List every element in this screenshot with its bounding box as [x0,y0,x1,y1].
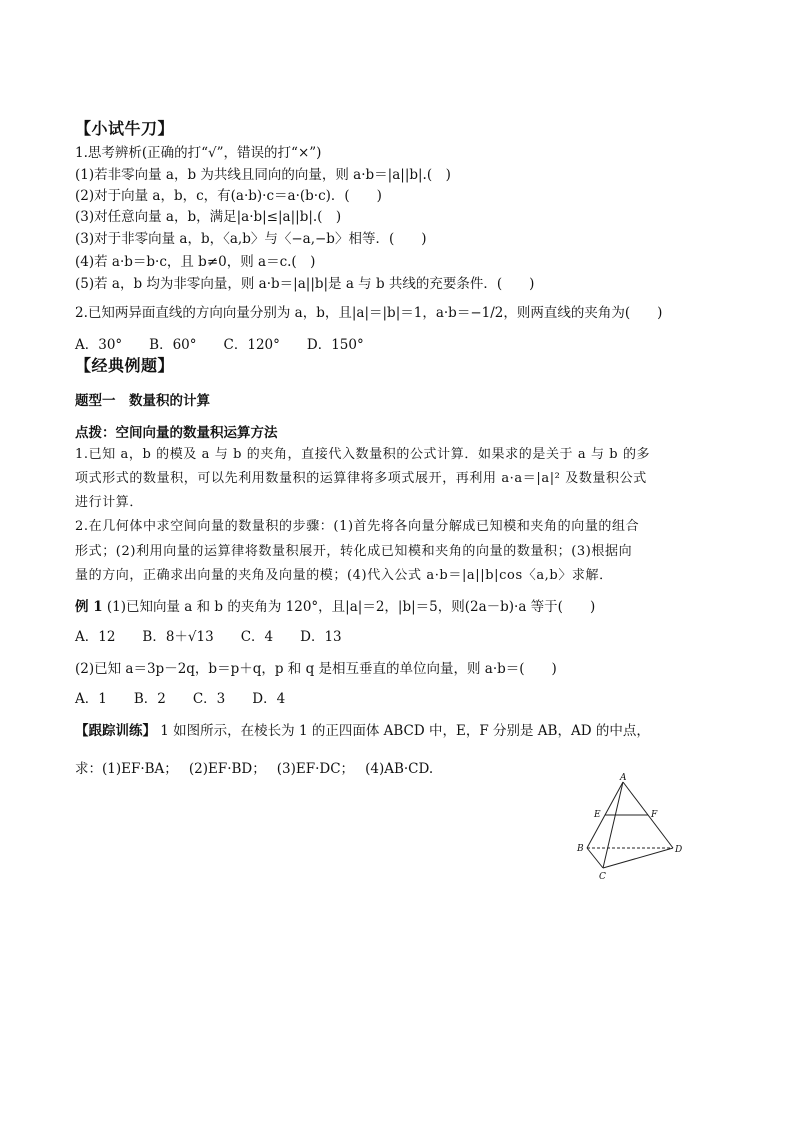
hint-line: 进行计算． [75,495,144,510]
label-F: F [651,810,658,820]
followup-label: 【跟踪训练】 [75,723,156,739]
trial-item: (4)若 a·b＝b·c，且 b≠0，则 a＝c.( ) [75,254,316,270]
trial-item: (2)对于向量 a，b，c，有(a·b)·c＝a·(b·c)．( ) [75,188,382,204]
topic-title: 题型一 数量积的计算 [75,393,210,409]
label-D: D [675,845,683,855]
hint-line: 2.在几何体中求空间向量的数量积的步骤：(1)首先将各向量分解成已知模和夹角的向量的组合 [75,519,640,534]
hint-line: 量的方向，正确求出向量的夹角及向量的模；(4)代入公式 a·b＝|a||b|cos〈a,b〉求解． [75,568,613,583]
label-E: E [594,810,601,820]
edge-BC [587,848,603,868]
followup-text: 1 如图所示，在棱长为 1 的正四面体 ABCD 中，E，F 分别是 AB，AD 的中点， [160,723,650,739]
followup-ask: 求：(1)EF·BA； (2)EF·BD； (3)EF·DC； (4)AB·CD. [75,761,434,777]
trial-q2: 2.已知两异面直线的方向向量分别为 a，b，且|a|＝|b|＝1，a·b＝−1/2，则两直线的夹角为( ) [75,305,663,321]
followup-prompt [75,722,650,740]
label-A: A [620,773,627,783]
label-C: C [599,872,606,882]
example1-part1 [75,598,595,616]
edge-AC [603,782,623,868]
example1-part2: (2)已知 a＝3p－2q，b＝p＋q，p 和 q 是相互垂直的单位向量，则 a·b＝( ) [75,661,557,677]
example1-label: 例 1 [75,599,103,615]
trial-item: (3)对于非零向量 a，b，〈a,b〉与〈−a,−b〉相等．( ) [75,231,427,247]
edge-CD [603,848,673,868]
section-title-examples: 【经典例题】 [75,356,175,375]
example1-part1-text: (1)已知向量 a 和 b 的夹角为 120°，且|a|＝2，|b|＝5，则(2a－b)·a 等于( ) [106,599,596,615]
hint-line: 1.已知 a，b 的模及 a 与 b 的夹角，直接代入数量积的公式计算．如果求的是关于 a 与 b 的多 [75,447,651,462]
example1-part1-options: A．12 B．8＋√13 C．4 D．13 [75,629,342,645]
hint-title: 点拨：空间向量的数量积运算方法 [75,425,278,441]
tetrahedron-figure [570,772,685,884]
hint-line: 项式形式的数量积，可以先利用数量积的运算律将多项式展开，再利用 a·a＝|a|² 及数量积公式 [75,471,647,486]
hint-line: 形式；(2)利用向量的运算律将数量积展开，转化成已知模和夹角的向量的数量积；(3)根据向 [75,544,633,559]
section-title-trial: 【小试牛刀】 [75,119,175,138]
trial-item: (1)若非零向量 a，b 为共线且同向的向量，则 a·b＝|a||b|.( ) [75,167,451,183]
trial-q1-intro: 1.思考辨析(正确的打“√”，错误的打“×”) [75,145,322,161]
trial-item: (3)对任意向量 a，b，满足|a·b|≤|a||b|.( ) [75,209,342,225]
trial-item: (5)若 a，b 均为非零向量，则 a·b＝|a||b|是 a 与 b 共线的充要条件．( ) [75,276,535,292]
example1-part2-options: A．1 B．2 C．3 D．4 [75,691,286,707]
label-B: B [577,844,584,854]
trial-q2-options: A．30° B．60° C．120° D．150° [75,337,364,353]
